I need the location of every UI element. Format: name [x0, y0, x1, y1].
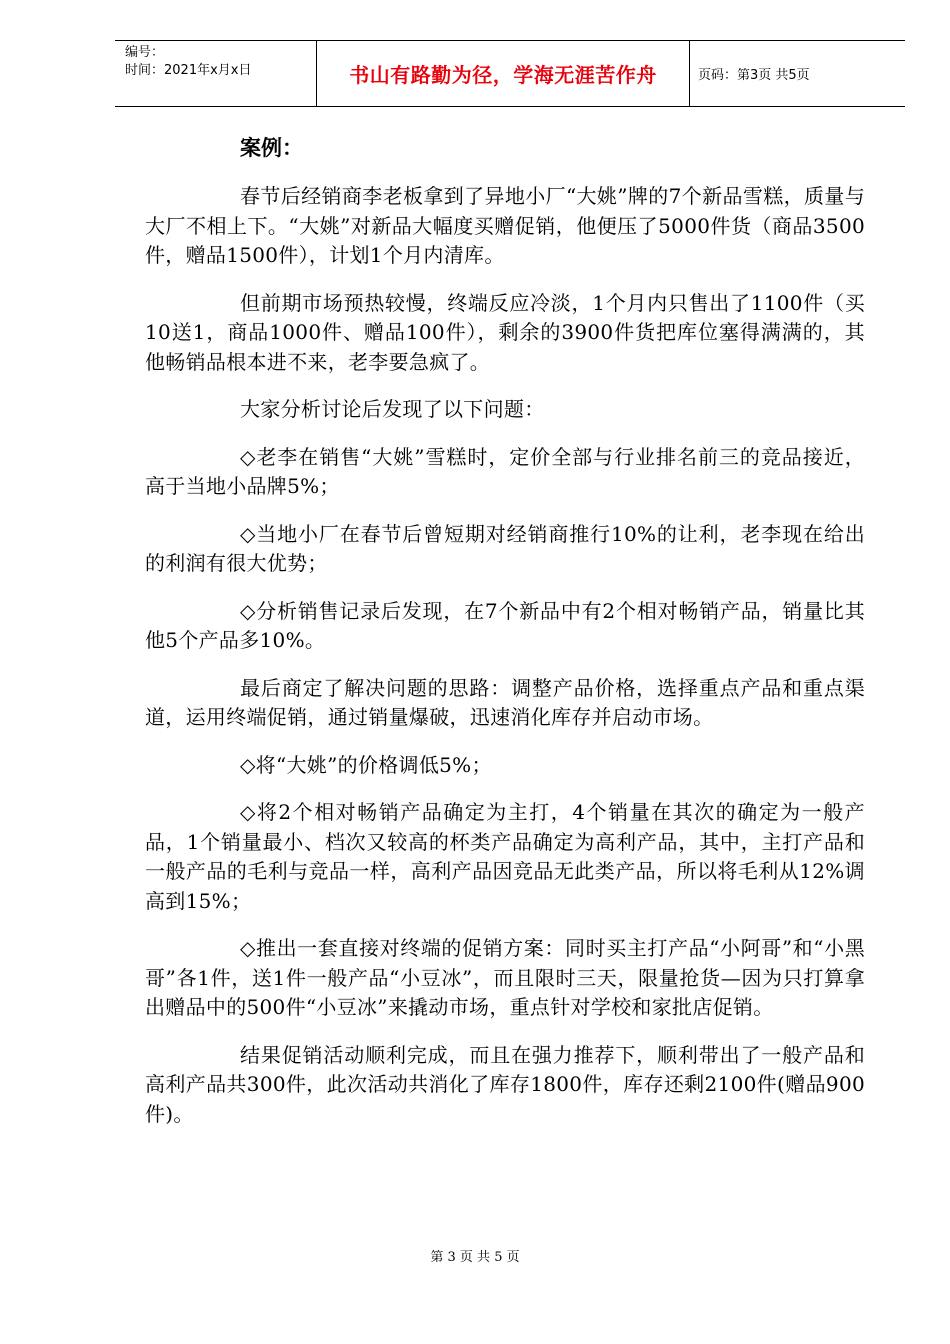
paragraph-problem: 但前期市场预热较慢，终端反应冷淡，1个月内只售出了1100件（买10送1，商品1000件、赠品100件），剩余的3900件货把库位塞得满满的，其他畅销品根本进不来，老李要急疯了。	[145, 290, 865, 374]
bullet-item: ◇当地小厂在春节后曾短期对经销商推行10%的让利，老李现在给出的利润有很大优势；	[145, 521, 865, 575]
bullet-item: ◇推出一套直接对终端的促销方案：同时买主打产品“小阿哥”和“小黑哥”各1件，送1件一般产品“小豆冰”，而且限时三天，限量抢货—因为只打算拿出赠品中的500件“小豆冰”来撬动市场，重点针对学校和家批店促销。	[145, 936, 865, 1019]
paragraph-result: 结果促销活动顺利完成，而且在强力推荐下，顺利带出了一般产品和高利产品共300件，此次活动共消化了库存1800件，库存还剩2100件(赠品900件)。	[145, 1042, 865, 1126]
section-title: 案例：	[240, 136, 303, 160]
page-header	[115, 40, 905, 107]
document-number-label: 编号：	[125, 45, 165, 60]
header-page-info: 页码：第3页 共5页	[698, 68, 810, 83]
document-body	[145, 128, 865, 1147]
paragraph-solution: 最后商定了解决问题的思路：调整产品价格，选择重点产品和重点渠道，运用终端促销，通过销量爆破，迅速消化库存并启动市场。	[145, 675, 865, 729]
bullet-item: ◇分析销售记录后发现，在7个新品中有2个相对畅销产品，销量比其他5个产品多10%。	[145, 598, 865, 652]
paragraph-discussion: 大家分析讨论后发现了以下问题：	[240, 397, 545, 421]
header-motto: 书山有路勤为径，学海无涯苦作舟	[316, 41, 690, 106]
bullet-item: ◇老李在销售“大姚”雪糕时，定价全部与行业排名前三的竞品接近，高于当地小品牌5%；	[145, 444, 865, 498]
bullet-item: ◇将2个相对畅销产品确定为主打，4个销量在其次的确定为一般产品，1个销量最小、档次又较高的杯类产品确定为高利产品，其中，主打产品和一般产品的毛利与竞品一样，高利产品因竞品无此类产品，所以将毛利从12%调高到15%；	[145, 800, 865, 913]
bullet-item: ◇将“大姚”的价格调低5%；	[240, 752, 492, 777]
paragraph-intro: 春节后经销商李老板拿到了异地小厂“大姚”牌的7个新品雪糕，质量与大厂不相上下。“大姚”对新品大幅度买赠促销，他便压了5000件货（商品3500件，赠品1500件），计划1个月内清库。	[145, 184, 865, 267]
header-meta	[115, 41, 316, 106]
page-footer: 第 3 页 共 5 页	[430, 1250, 520, 1265]
document-time-label: 时间：2021年x月x日	[125, 63, 252, 78]
